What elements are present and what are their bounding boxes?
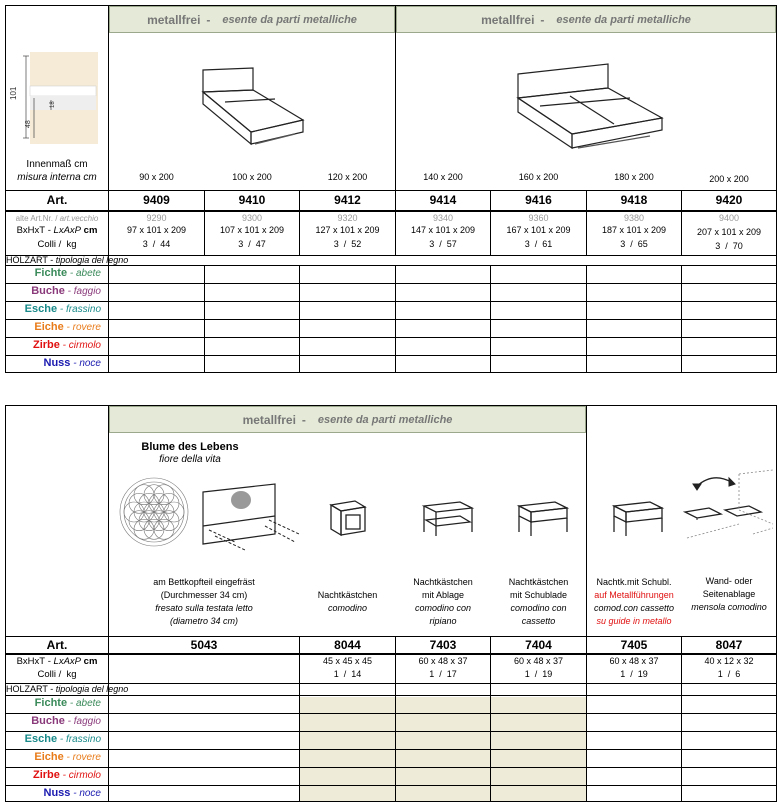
art-9420: 9420	[715, 193, 743, 207]
flower-description: am Bettkopfteil eingefräst (Durchmesser 34 cm) fresato sulla testata letto (diametro 34 cm)	[153, 577, 255, 626]
art-label-bottom: Art.	[46, 637, 68, 652]
old-art: 9380	[623, 212, 645, 223]
dims: 107 x 101 x 209	[219, 225, 285, 235]
art-9412: 9412	[334, 193, 361, 207]
colli: 3 / 44	[142, 239, 171, 249]
old-art: 9320	[337, 212, 358, 223]
size-9414: 140 x 200	[423, 171, 463, 182]
flower-of-life-icon	[118, 476, 190, 548]
double-bed-icon	[510, 56, 670, 156]
wood-eiche: Eiche - rovere	[34, 321, 101, 333]
nightstand-drawer-icon	[515, 498, 570, 540]
art-8047: 8047	[715, 637, 743, 652]
metallfrei-band-bottom: metallfrei - esente da parti metalliche	[109, 406, 586, 433]
wood-fichte: Fichte - abete	[34, 267, 101, 279]
dims: 167 x 101 x 209	[506, 225, 571, 235]
dims: 40 x 12 x 32	[704, 656, 754, 666]
product-desc-7404: Nachtkästchen mit Schublade comodino con cassetto	[508, 577, 569, 626]
wood-esche: Esche - frassino	[24, 303, 101, 315]
dims: 147 x 101 x 209	[410, 225, 476, 235]
wood-nuss: Nuss - noce	[43, 357, 101, 369]
old-art: 9300	[241, 212, 263, 223]
art-7403: 7403	[429, 637, 457, 652]
size-9412: 120 x 200	[327, 171, 368, 182]
wood-zirbe: Zirbe - cirmolo	[32, 769, 101, 781]
old-art: 9290	[146, 212, 167, 223]
wood-fichte: Fichte - abete	[34, 697, 101, 709]
wood-esche: Esche - frassino	[24, 733, 101, 745]
colli: 3 / 52	[333, 239, 362, 249]
dims: 60 x 48 x 37	[609, 656, 659, 666]
old-art: 9340	[432, 212, 454, 223]
bed-section-diagram	[8, 48, 103, 148]
svg-text:48: 48	[25, 120, 32, 128]
nightstand-icon	[325, 495, 370, 540]
dims: 60 x 48 x 37	[418, 656, 468, 666]
colli: 1 / 6	[717, 669, 741, 679]
art-7405: 7405	[620, 637, 648, 652]
size-9409: 90 x 200	[139, 171, 174, 182]
product-desc-8047: Wand- oder Seitenablage mensola comodino	[691, 576, 767, 612]
art-9418: 9418	[620, 193, 648, 207]
size-9420: 200 x 200	[709, 173, 749, 184]
wood-buche: Buche - faggio	[31, 285, 101, 297]
art-7404: 7404	[525, 637, 552, 652]
dims: 187 x 101 x 209	[601, 225, 667, 235]
wood-eiche: Eiche - rovere	[34, 751, 101, 763]
inner-size-label: Innenmaß cm misura interna cm	[17, 159, 97, 183]
size-9418: 180 x 200	[614, 171, 654, 182]
nightstand-metal-drawer-icon	[610, 498, 665, 540]
old-art: 9360	[528, 212, 549, 223]
flower-subtitle: fiore della vita	[159, 453, 221, 465]
art-9416: 9416	[525, 193, 552, 207]
single-bed-icon	[195, 62, 305, 152]
colli-label-bottom: Colli / kg	[37, 669, 77, 680]
colli: 1 / 17	[429, 669, 457, 679]
dims: 60 x 48 x 37	[513, 656, 564, 666]
size-9416: 160 x 200	[518, 171, 559, 182]
flower-title: Blume des Lebens	[141, 440, 239, 453]
colli: 1 / 19	[620, 669, 648, 679]
wall-shelf-icon	[683, 464, 775, 546]
size-9410: 100 x 200	[232, 171, 272, 182]
old-art-label: alte Art.Nr. / art.vecchio	[15, 213, 99, 223]
svg-text:101: 101	[9, 86, 18, 100]
colli: 3 / 47	[238, 239, 266, 249]
art-9414: 9414	[429, 193, 457, 207]
dims-label-bottom: BxHxT - LxAxP cm	[16, 656, 98, 667]
wood-buche: Buche - faggio	[31, 715, 101, 727]
art-8044: 8044	[334, 637, 361, 652]
colli: 1 / 19	[524, 669, 553, 679]
art-label: Art.	[46, 193, 68, 207]
product-desc-7403: Nachtkästchen mit Ablage comodino con ripiano	[413, 577, 473, 626]
colli: 3 / 61	[524, 239, 553, 249]
colli: 3 / 65	[620, 239, 648, 249]
dims: 207 x 101 x 209	[696, 227, 762, 237]
svg-text:18: 18	[50, 101, 56, 108]
old-art: 9400	[718, 212, 740, 223]
nightstand-shelf-icon	[420, 498, 475, 540]
art-9410: 9410	[238, 193, 266, 207]
colli: 3 / 70	[715, 241, 743, 251]
holzart-label-bottom: HOLZART - tipologia del legno	[6, 684, 129, 694]
art-5043: 5043	[190, 637, 218, 652]
holzart-label: HOLZART - tipologia del legno	[6, 255, 129, 265]
wood-zirbe: Zirbe - cirmolo	[32, 339, 101, 351]
colli-label: Colli / kg	[37, 239, 77, 250]
metallfrei-band-left: metallfrei - esente da parti metalliche	[109, 6, 395, 33]
wood-nuss: Nuss - noce	[43, 787, 101, 799]
colli: 3 / 57	[429, 239, 457, 249]
product-desc-8044: Nachtkästchen comodino	[317, 590, 378, 613]
art-9409: 9409	[143, 193, 170, 207]
headboard-icon	[195, 480, 305, 560]
dims-label: BxHxT - LxAxP cm	[16, 225, 98, 236]
dims: 127 x 101 x 209	[315, 225, 380, 235]
metallfrei-band-right: metallfrei - esente da parti metalliche	[396, 6, 776, 33]
colli: 1 / 14	[333, 669, 362, 679]
dims: 97 x 101 x 209	[126, 225, 187, 235]
dims: 45 x 45 x 45	[322, 656, 373, 666]
product-desc-7405: Nachtk.mit Schubl. auf Metallführungen comod.con cassetto su guide in metallo	[593, 577, 675, 626]
